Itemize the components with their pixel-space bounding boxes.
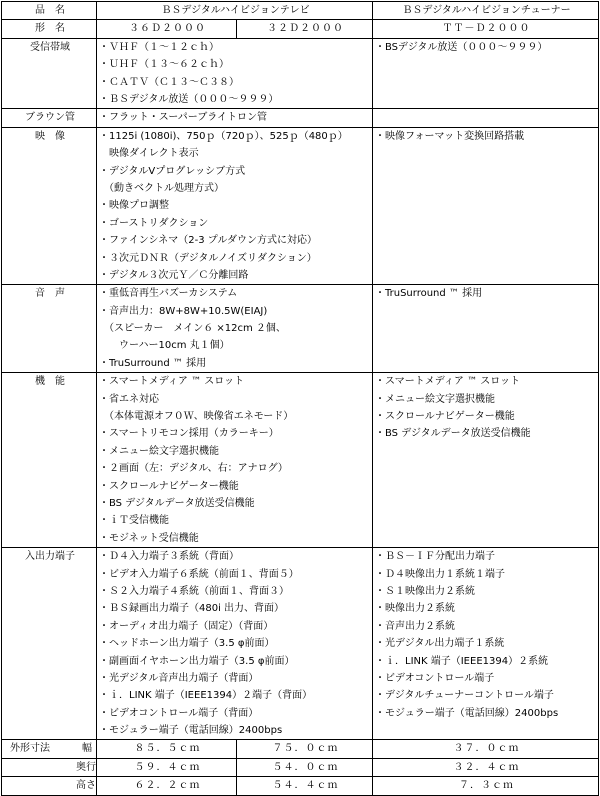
- function-tuner-cell: [373, 373, 599, 548]
- list-item: （スピーカー メイン６ ×12cm ２個、: [99, 323, 286, 335]
- model-label: 形 名: [2, 20, 97, 38]
- crt-row: [2, 109, 599, 127]
- list-item: ・ＢＳ－ＩＦ分配出力端子: [375, 551, 495, 563]
- list-item: ・Ｓ１映像出力２系統: [375, 585, 475, 597]
- io-tuner-cell: [373, 548, 599, 740]
- list-item: ・フラット・スーパーブライトロン管: [99, 112, 267, 124]
- width-tv-b: ７５．０ｃｍ: [237, 740, 373, 758]
- crt-tuner-list: [375, 109, 598, 126]
- io-row: [2, 548, 599, 740]
- list-item: ・音声出力：8W+8W+10.5W(EIAJ): [99, 305, 268, 317]
- model-row: [2, 20, 599, 38]
- list-item: ・デジタル３次元Ｙ／Ｃ分離回路: [99, 269, 249, 281]
- list-item: ・BS デジタルデータ放送受信機能: [99, 497, 255, 509]
- reception-tv-cell: [97, 38, 373, 109]
- video-row: [2, 127, 599, 285]
- audio-tv-cell: [97, 285, 373, 373]
- list-item: ・デジタルVプログレッシブ方式: [99, 165, 246, 177]
- tuner-product-name: ＢＳデジタルハイビジョンチューナー: [373, 2, 599, 20]
- function-row: [2, 373, 599, 548]
- list-item: ・映像プロ調整: [99, 200, 169, 212]
- list-item: ・ＣＡＴＶ（Ｃ１３～Ｃ３８）: [99, 76, 239, 88]
- list-item: ・BSデジタル放送（０００～９９９）: [375, 41, 548, 53]
- list-item: ・BS デジタルデータ放送受信機能: [375, 428, 531, 440]
- list-item: ・モジネット受信機能: [99, 532, 199, 544]
- list-item: ・副画面イヤホーン出力端子（3.5 φ前面）: [99, 655, 295, 667]
- list-item: ・スクロールナビゲーター機能: [375, 411, 515, 423]
- dimension-width-label: 外形寸法 幅: [2, 740, 97, 758]
- depth-tuner: ３２．４ｃｍ: [373, 758, 599, 776]
- depth-tv-a: ５９．４ｃｍ: [97, 758, 237, 776]
- list-item: ・ヘッドホーン出力端子（3.5 φ前面）: [99, 638, 275, 650]
- list-item: ・ビデオコントロール端子（背面）: [99, 707, 259, 719]
- list-item: ・ｉ．LINK 端子（IEEE1394）２端子（背面）: [99, 690, 313, 702]
- audio-row: [2, 285, 599, 373]
- list-item: ・ｉＴ受信機能: [99, 515, 169, 527]
- list-item: ・光デジタル音声出力端子（背面）: [99, 672, 259, 684]
- list-item: ・1125i (1080i)、750ｐ（720ｐ）、525ｐ（480ｐ）: [99, 130, 348, 142]
- dimension-depth-row: [2, 758, 599, 776]
- list-item: ・ビデオコントロール端子: [375, 672, 495, 684]
- video-label: 映 像: [2, 127, 97, 285]
- dimensions-group-label: 外形寸法: [10, 743, 50, 755]
- io-label: 入出力端子: [2, 548, 97, 740]
- video-tv-list: [99, 128, 372, 285]
- crt-tv-cell: [97, 109, 373, 127]
- model-tv-b: ３２Ｄ２０００: [237, 20, 373, 38]
- video-tuner-list: [375, 128, 598, 145]
- list-item: ・スクロールナビゲーター機能: [99, 480, 239, 492]
- video-tv-cell: [97, 127, 373, 285]
- list-item: （動きベクトル処理方式）: [99, 182, 224, 194]
- list-item: ・音声出力２系統: [375, 620, 455, 632]
- video-tuner-cell: [373, 127, 599, 285]
- list-item: ・TruSurround ™ 採用: [99, 357, 207, 369]
- list-item: ・Ｄ４入力端子３系統（背面）: [99, 551, 239, 563]
- crt-tv-list: [99, 109, 372, 126]
- function-tv-list: [99, 373, 372, 547]
- audio-tuner-list: [375, 285, 598, 302]
- list-item: （本体電源オフ０Ｗ、映像省エネモード）: [99, 411, 294, 423]
- list-item: ・３次元ＤＮＲ（デジタルノイズリダクション）: [99, 252, 317, 264]
- width-tv-a: ８５．５ｃｍ: [97, 740, 237, 758]
- list-item: ・メニュー絵文字選択機能: [99, 445, 219, 457]
- reception-row: [2, 38, 599, 109]
- height-tv-b: ５４．４ｃｍ: [237, 777, 373, 795]
- list-item: ・ゴーストリダクション: [99, 217, 209, 229]
- crt-label: ブラウン管: [2, 109, 97, 127]
- spec-table: [1, 1, 599, 796]
- function-tuner-list: [375, 373, 598, 443]
- height-tuner: ７．３ｃｍ: [373, 777, 599, 795]
- io-tv-list: [99, 548, 372, 739]
- list-item: ・ｉ．LINK 端子（IEEE1394）２系統: [375, 655, 549, 667]
- list-item: ウーハー10cm 丸１個）: [99, 340, 230, 352]
- dimension-height-label: 高さ: [2, 777, 97, 795]
- list-item: ・ＢＳ録画出力端子（480i 出力、背面）: [99, 603, 285, 615]
- audio-tuner-cell: [373, 285, 599, 373]
- list-item: ・省エネ対応: [99, 393, 159, 405]
- list-item: ・重低音再生バズーカシステム: [99, 288, 238, 300]
- list-item: ・メニュー絵文字選択機能: [375, 393, 495, 405]
- model-tuner: ＴＴ－Ｄ２０００: [373, 20, 599, 38]
- dimension-height-row: [2, 777, 599, 795]
- model-tv-a: ３６Ｄ２０００: [97, 20, 237, 38]
- reception-tuner-list: [375, 39, 598, 56]
- list-item: ・映像出力２系統: [375, 603, 455, 615]
- tv-product-name: ＢＳデジタルハイビジョンテレビ: [97, 2, 373, 20]
- reception-label: 受信帯域: [2, 38, 97, 109]
- list-item: [375, 109, 598, 126]
- item-label: 品 名: [2, 2, 97, 20]
- list-item: ・Ｄ４映像出力１系統１端子: [375, 568, 505, 580]
- list-item: ・ＢＳデジタル放送（０００～９９９）: [99, 93, 279, 105]
- dimension-depth-label: 奥行: [2, 758, 97, 776]
- function-label: 機 能: [2, 373, 97, 548]
- list-item: ・映像フォーマット変換回路搭載: [375, 130, 525, 142]
- list-item: ・スマートリモコン採用（カラーキー）: [99, 428, 279, 440]
- list-item: ・モジュラー端子（電話回線）2400bps: [375, 707, 559, 719]
- list-item: ・ＵＨＦ（１３～６２ｃｈ）: [99, 59, 229, 71]
- reception-tv-list: [99, 39, 372, 109]
- crt-tuner-cell: [373, 109, 599, 127]
- height-tv-a: ６２．２ｃｍ: [97, 777, 237, 795]
- list-item: ・ＶＨＦ（１～１２ｃｈ）: [99, 41, 219, 53]
- list-item: ・オーディオ出力端子（固定）（背面）: [99, 620, 274, 632]
- list-item: ・デジタルチューナーコントロール端子: [375, 690, 554, 702]
- list-item: 映像ダイレクト表示: [99, 148, 199, 160]
- function-tv-cell: [97, 373, 373, 548]
- reception-tuner-cell: [373, 38, 599, 109]
- io-tuner-list: [375, 548, 598, 722]
- width-tuner: ３７．０ｃｍ: [373, 740, 599, 758]
- list-item: ・光デジタル出力端子１系統: [375, 638, 505, 650]
- list-item: ・モジュラー端子（電話回線）2400bps: [99, 725, 283, 737]
- list-item: ・ビデオ入力端子６系統（前面１、背面５）: [99, 568, 299, 580]
- list-item: ・スマートメディア ™ スロット: [99, 376, 245, 388]
- audio-label: 音 声: [2, 285, 97, 373]
- list-item: ・TruSurround ™ 採用: [375, 288, 483, 300]
- dimension-width-row: [2, 740, 599, 758]
- list-item: ・スマートメディア ™ スロット: [375, 376, 521, 388]
- depth-tv-b: ５４．０ｃｍ: [237, 758, 373, 776]
- io-tv-cell: [97, 548, 373, 740]
- header-row: [2, 2, 599, 20]
- list-item: ・Ｓ２入力端子４系統（前面１、背面３）: [99, 585, 289, 597]
- list-item: ・２画面（左：デジタル、右：アナログ）: [99, 463, 288, 475]
- audio-tv-list: [99, 285, 372, 372]
- list-item: ・ファインシネマ（2-3 プルダウン方式に対応）: [99, 235, 317, 247]
